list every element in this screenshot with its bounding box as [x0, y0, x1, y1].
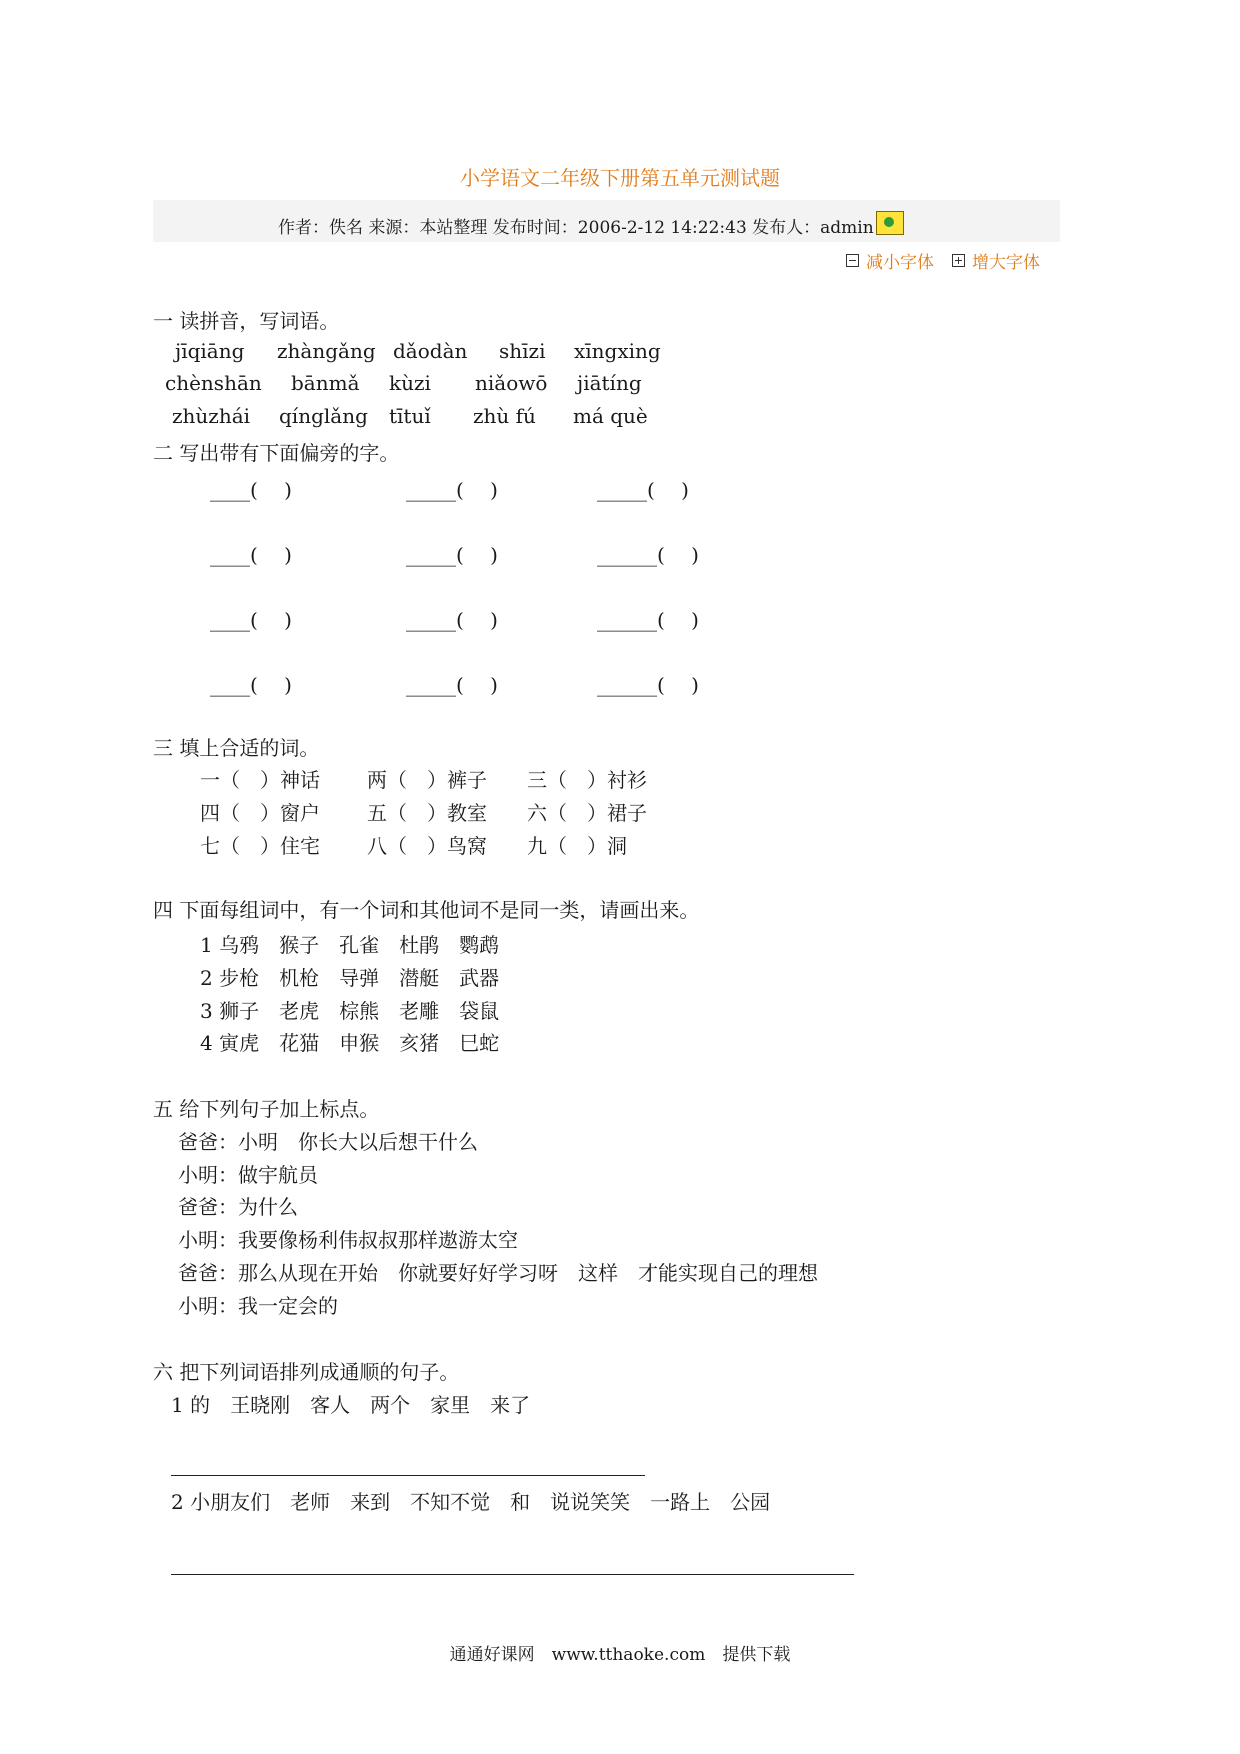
- blank-cell: ____( ): [210, 608, 292, 632]
- word-group: 1 乌鸦 猴子 孔雀 杜鹃 鹦鹉: [200, 933, 500, 957]
- blank-cell: _____( ): [406, 543, 498, 567]
- blank-cell: _____( ): [406, 608, 498, 632]
- fill-item: 五（ ）教室: [367, 801, 487, 825]
- book-icon[interactable]: [876, 211, 904, 235]
- word-group: 3 狮子 老虎 棕熊 老雕 袋鼠: [200, 999, 500, 1023]
- pinyin-word: tītuǐ: [389, 404, 431, 428]
- blank-cell: _____( ): [597, 478, 689, 502]
- blank-cell: ____( ): [210, 673, 292, 697]
- meta-text: 作者：佚名 来源：本站整理 发布时间：2006-2-12 14:22:43 发布人：admin: [278, 218, 874, 238]
- blank-cell: ____( ): [210, 543, 292, 567]
- fill-item: 一（ ）神话: [200, 768, 320, 792]
- pinyin-word: bānmǎ: [291, 371, 360, 395]
- dialogue-line: 小明：我一定会的: [178, 1294, 338, 1318]
- dialogue-line: 爸爸：小明 你长大以后想干什么: [178, 1130, 478, 1154]
- dialogue-line: 小明：做宇航员: [178, 1163, 318, 1187]
- pinyin-word: xīngxing: [574, 339, 661, 363]
- plus-box-icon: [952, 254, 965, 267]
- blank-cell: ______( ): [597, 673, 699, 697]
- pinyin-word: dǎodàn: [393, 339, 468, 363]
- increase-font-label: 增大字体: [972, 253, 1040, 273]
- answer-line-1: [171, 1475, 645, 1476]
- dialogue-line: 小明：我要像杨利伟叔叔那样遨游太空: [178, 1228, 518, 1252]
- section-4-heading: 四 下面每组词中，有一个词和其他词不是同一类，请画出来。: [153, 898, 700, 922]
- blank-cell: ______( ): [597, 543, 699, 567]
- section-1-heading: 一 读拼音，写词语。: [153, 309, 340, 333]
- decrease-font-button[interactable]: [846, 248, 934, 273]
- blank-cell: _____( ): [406, 478, 498, 502]
- decrease-font-label: 减小字体: [866, 253, 934, 273]
- section-6-heading: 六 把下列词语排列成通顺的句子。: [153, 1360, 460, 1384]
- word-group: 2 步枪 机枪 导弹 潜艇 武器: [200, 966, 500, 990]
- pinyin-word: zhùzhái: [172, 404, 251, 428]
- pinyin-word: jiātíng: [577, 371, 642, 395]
- fill-item: 六（ ）裙子: [527, 801, 647, 825]
- pinyin-word: qínglǎng: [279, 404, 368, 428]
- minus-box-icon: [846, 254, 859, 267]
- blank-cell: ______( ): [597, 608, 699, 632]
- pinyin-word: chènshān: [165, 371, 262, 395]
- pinyin-word: zhù fú: [473, 404, 536, 428]
- section-2-heading: 二 写出带有下面偏旁的字。: [153, 441, 400, 465]
- fill-item: 四（ ）窗户: [200, 801, 320, 825]
- pinyin-word: shīzi: [499, 339, 546, 363]
- section-3-heading: 三 填上合适的词。: [153, 736, 320, 760]
- answer-line-2: [171, 1574, 854, 1575]
- fill-item: 三（ ）衬衫: [527, 768, 647, 792]
- pinyin-word: zhàngǎng: [277, 339, 376, 363]
- pinyin-word: niǎowō: [475, 371, 548, 395]
- footer-credit: 通通好课网 www.tthaoke.com 提供下载: [449, 1645, 791, 1665]
- fill-item: 两（ ）裤子: [367, 768, 487, 792]
- fill-item: 七（ ）住宅: [200, 834, 320, 858]
- pinyin-word: kùzi: [389, 371, 431, 395]
- increase-font-button[interactable]: [952, 248, 1040, 273]
- pinyin-word: jīqiāng: [175, 339, 245, 363]
- word-group: 4 寅虎 花猫 申猴 亥猪 巳蛇: [200, 1031, 500, 1055]
- pinyin-word: má què: [573, 404, 648, 428]
- dialogue-line: 爸爸：那么从现在开始 你就要好好学习呀 这样 才能实现自己的理想: [178, 1261, 818, 1285]
- blank-cell: ____( ): [210, 478, 292, 502]
- sentence-words-1: 1 的 王晓刚 客人 两个 家里 来了: [171, 1393, 531, 1417]
- fill-item: 九（ ）洞: [527, 834, 627, 858]
- fill-item: 八（ ）鸟窝: [367, 834, 487, 858]
- dialogue-line: 爸爸：为什么: [178, 1195, 298, 1219]
- sentence-words-2: 2 小朋友们 老师 来到 不知不觉 和 说说笑笑 一路上 公园: [171, 1490, 771, 1514]
- article-meta: [278, 211, 904, 238]
- page-title: 小学语文二年级下册第五单元测试题: [460, 166, 780, 190]
- blank-cell: _____( ): [406, 673, 498, 697]
- section-5-heading: 五 给下列句子加上标点。: [153, 1097, 380, 1121]
